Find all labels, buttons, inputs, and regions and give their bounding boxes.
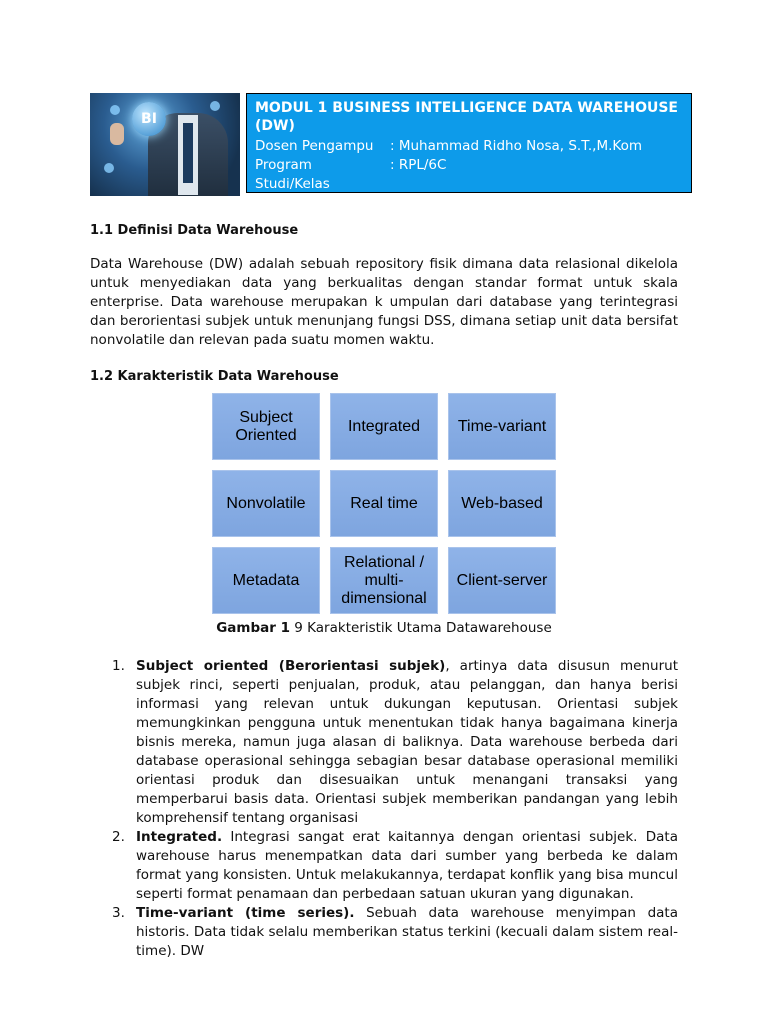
- list-item: 3. Time-variant (time series). Sebuah data warehouse menyimpan data historis. Data tidak selalu memberikan status terkini (kecuali dalam sistem real-time). DW: [112, 905, 678, 959]
- list-item: 2. Integrated. Integrasi sangat erat kaitannya dengan orientasi subjek. Data warehouse harus menempatkan data dari sumber yang berbeda ke dalam format yang konsisten. Untuk melakukannya, terdapat konflik yang bisa muncul seperti format penamaan dan perbedaan satuan ukuran yang digunakan.: [112, 829, 678, 902]
- characteristics-list: [112, 657, 678, 961]
- module-header-box: [246, 93, 692, 211]
- grid-cell: Relational / multi-dimensional: [330, 547, 438, 614]
- definition-paragraph: Data Warehouse (DW) adalah sebuah repository fisik dimana data relasional dikelola untuk menyediakan data yang berkualitas dengan standar format untuk skala enterprise. Data warehouse merupakan k umpulan dari database yang terintegrasi dan berorientasi subjek untuk menunjang fungsi DSS, dimana setiap unit data bersifat nonvolatile dan relevan pada suatu momen waktu.: [90, 256, 678, 348]
- grid-cell: Integrated: [330, 393, 438, 460]
- figure-caption: Gambar 1 9 Karakteristik Utama Datawarehouse: [216, 620, 552, 636]
- grid-cell: Nonvolatile: [212, 470, 320, 537]
- characteristics-grid: [212, 393, 556, 615]
- header-row-day: Hari : Kamis: [255, 195, 440, 211]
- section-heading-characteristics: 1.2 Karakteristik Data Warehouse: [90, 369, 339, 384]
- grid-cell: Client-server: [448, 547, 556, 614]
- header-row-lecturer: Dosen Pengampu : Muhammad Ridho Nosa, S.T.,M.Kom: [255, 138, 642, 154]
- grid-cell: Time-variant: [448, 393, 556, 460]
- header-row-program: Program Studi/Kelas : RPL/6C: [255, 157, 447, 192]
- module-title: MODUL 1 BUSINESS INTELLIGENCE DATA WAREHOUSE (DW): [255, 100, 678, 134]
- list-item: 1. Subject oriented (Berorientasi subjek), artinya data disusun menurut subjek rinci, seperti penjualan, produk, atau pelanggan, dan hanya berisi informasi yang relevan untuk dukungan keputusan. Orientasi subjek memungkinkan pengguna untuk menentukan tidak hanya bagaimana kinerja bisnis mereka, namun juga alasan di baliknya. Data warehouse berbeda dari database operasional sehingga sebagian besar database operasional memiliki orientasi produk dan disesuaikan untuk menangani transaksi yang memperbarui basis data. Orientasi subjek memberikan pandangan yang lebih komprehensif tentang organisasi: [112, 658, 678, 826]
- grid-cell: Subject Oriented: [212, 393, 320, 460]
- section-heading-definition: 1.1 Definisi Data Warehouse: [90, 223, 299, 238]
- grid-cell: Real time: [330, 470, 438, 537]
- grid-cell: Web-based: [448, 470, 556, 537]
- grid-cell: Metadata: [212, 547, 320, 614]
- bi-header-image: [90, 93, 240, 196]
- bi-badge-icon: BI: [132, 102, 166, 136]
